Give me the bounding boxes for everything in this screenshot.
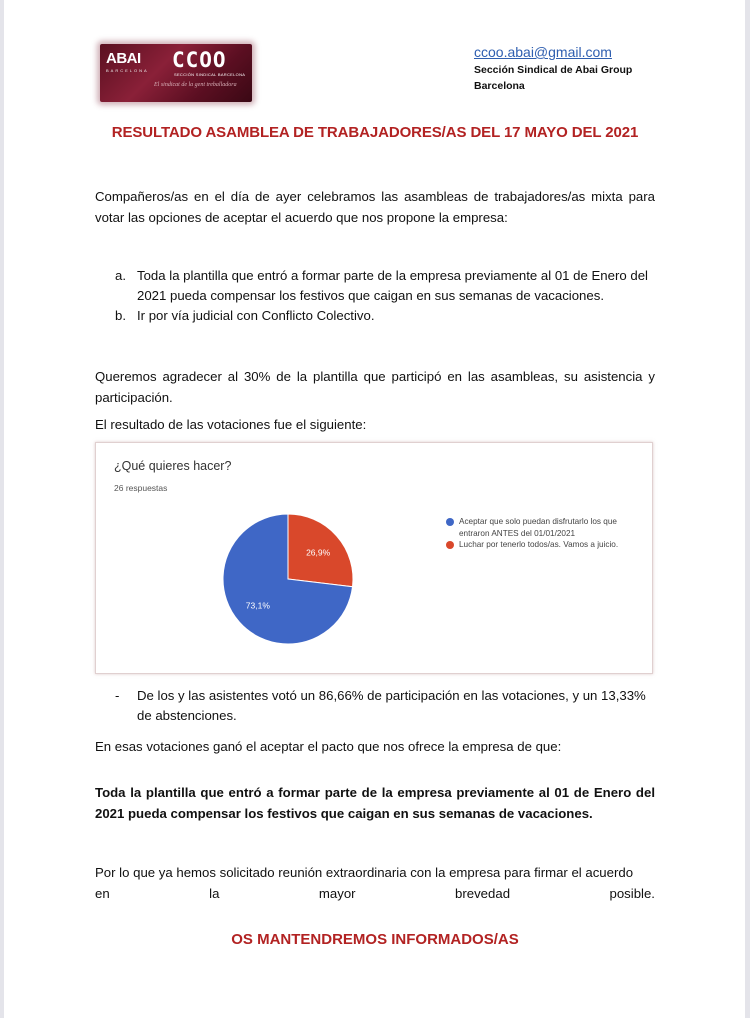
chart-legend [446,516,636,551]
poll-chart-card [95,442,653,674]
option-marker: b. [115,308,126,323]
participation-list [95,686,655,726]
followup-word: posible. [609,886,655,901]
document-title: RESULTADO ASAMBLEA DE TRABAJADORES/AS DEL 17 MAYO DEL 2021 [111,124,639,141]
dash-marker: - [115,688,120,703]
options-list [95,266,655,326]
legend-color-dot [446,518,454,526]
legend-color-dot [446,541,454,549]
thanks-paragraph: Queremos agradecer al 30% de la plantilla que participó en las asambleas, su asistencia y participación. [95,369,655,405]
org-city: Barcelona [474,80,525,92]
legend-item [446,539,636,551]
logo-abai-subtext: BARCELONA [106,68,149,73]
contact-block [474,44,632,94]
email-link[interactable]: ccoo.abai@gmail.com [474,44,612,60]
chart-title: ¿Qué quieres hacer? [114,459,232,473]
winner-text: Toda la plantilla que entró a formar parte de la empresa previamente al 01 de Enero del 2021 pueda compensar los festivos que caigan en sus semanas de vacaciones. [95,785,655,821]
option-marker: a. [115,268,126,283]
followup-text: Por lo que ya hemos solicitado reunión extraordinaria con la empresa para firmar el acuerdo [95,865,634,880]
chart-subtitle: 26 respuestas [114,483,168,493]
closing-heading: OS MANTENDREMOS INFORMADOS/AS [231,931,519,948]
logo-abai-text: ABAI [106,50,141,67]
result-intro: El resultado de las votaciones fue el siguiente: [95,417,367,432]
followup-word: la [209,886,220,901]
intro-paragraph: Compañeros/as en el día de ayer celebramos las asambleas de trabajadores/as mixta para votar las opciones de aceptar el acuerdo que nos propone la empresa: [95,189,655,225]
org-name: Sección Sindical de Abai Group [474,64,633,76]
participation-text: De los y las asistentes votó un 86,66% de participación en las votaciones, y un 13,33% de abstenciones. [137,688,646,723]
followup-word: mayor [318,886,356,901]
followup-word: brevedad [455,886,511,901]
winner-intro: En esas votaciones ganó el aceptar el pacto que nos ofrece la empresa de que: [95,739,562,754]
followup-line-2 [95,883,655,904]
followup-word: en [95,886,110,901]
option-item [95,266,655,306]
pie-slice-label: 26,9% [306,547,331,558]
pie-slice-label: 73,1% [245,600,270,611]
option-text: Toda la plantilla que entró a formar parte de la empresa previamente al 01 de Enero del 2021 pueda compensar los festivos que caigan en sus semanas de vacaciones. [137,268,648,303]
legend-label: Luchar por tenerlo todos/as. Vamos a juicio. [459,540,619,549]
ccoo-abai-logo [100,44,252,102]
followup-paragraph [95,862,655,904]
option-text: Ir por vía judicial con Conflicto Colectivo. [137,308,375,323]
legend-item [446,516,636,539]
pie-chart [96,443,652,673]
logo-slogan: El sindicat de la gent treballadora [154,82,237,88]
participation-item [95,686,655,726]
followup-line-1 [95,862,655,883]
logo-ccoo-text: CCOO [172,48,227,72]
logo-ccoo-subtext: SECCIÓN SINDICAL BARCELONA [174,72,246,77]
option-item [95,306,655,326]
legend-label: Aceptar que solo puedan disfrutarlo los que entraron ANTES del 01/01/2021 [459,517,617,538]
